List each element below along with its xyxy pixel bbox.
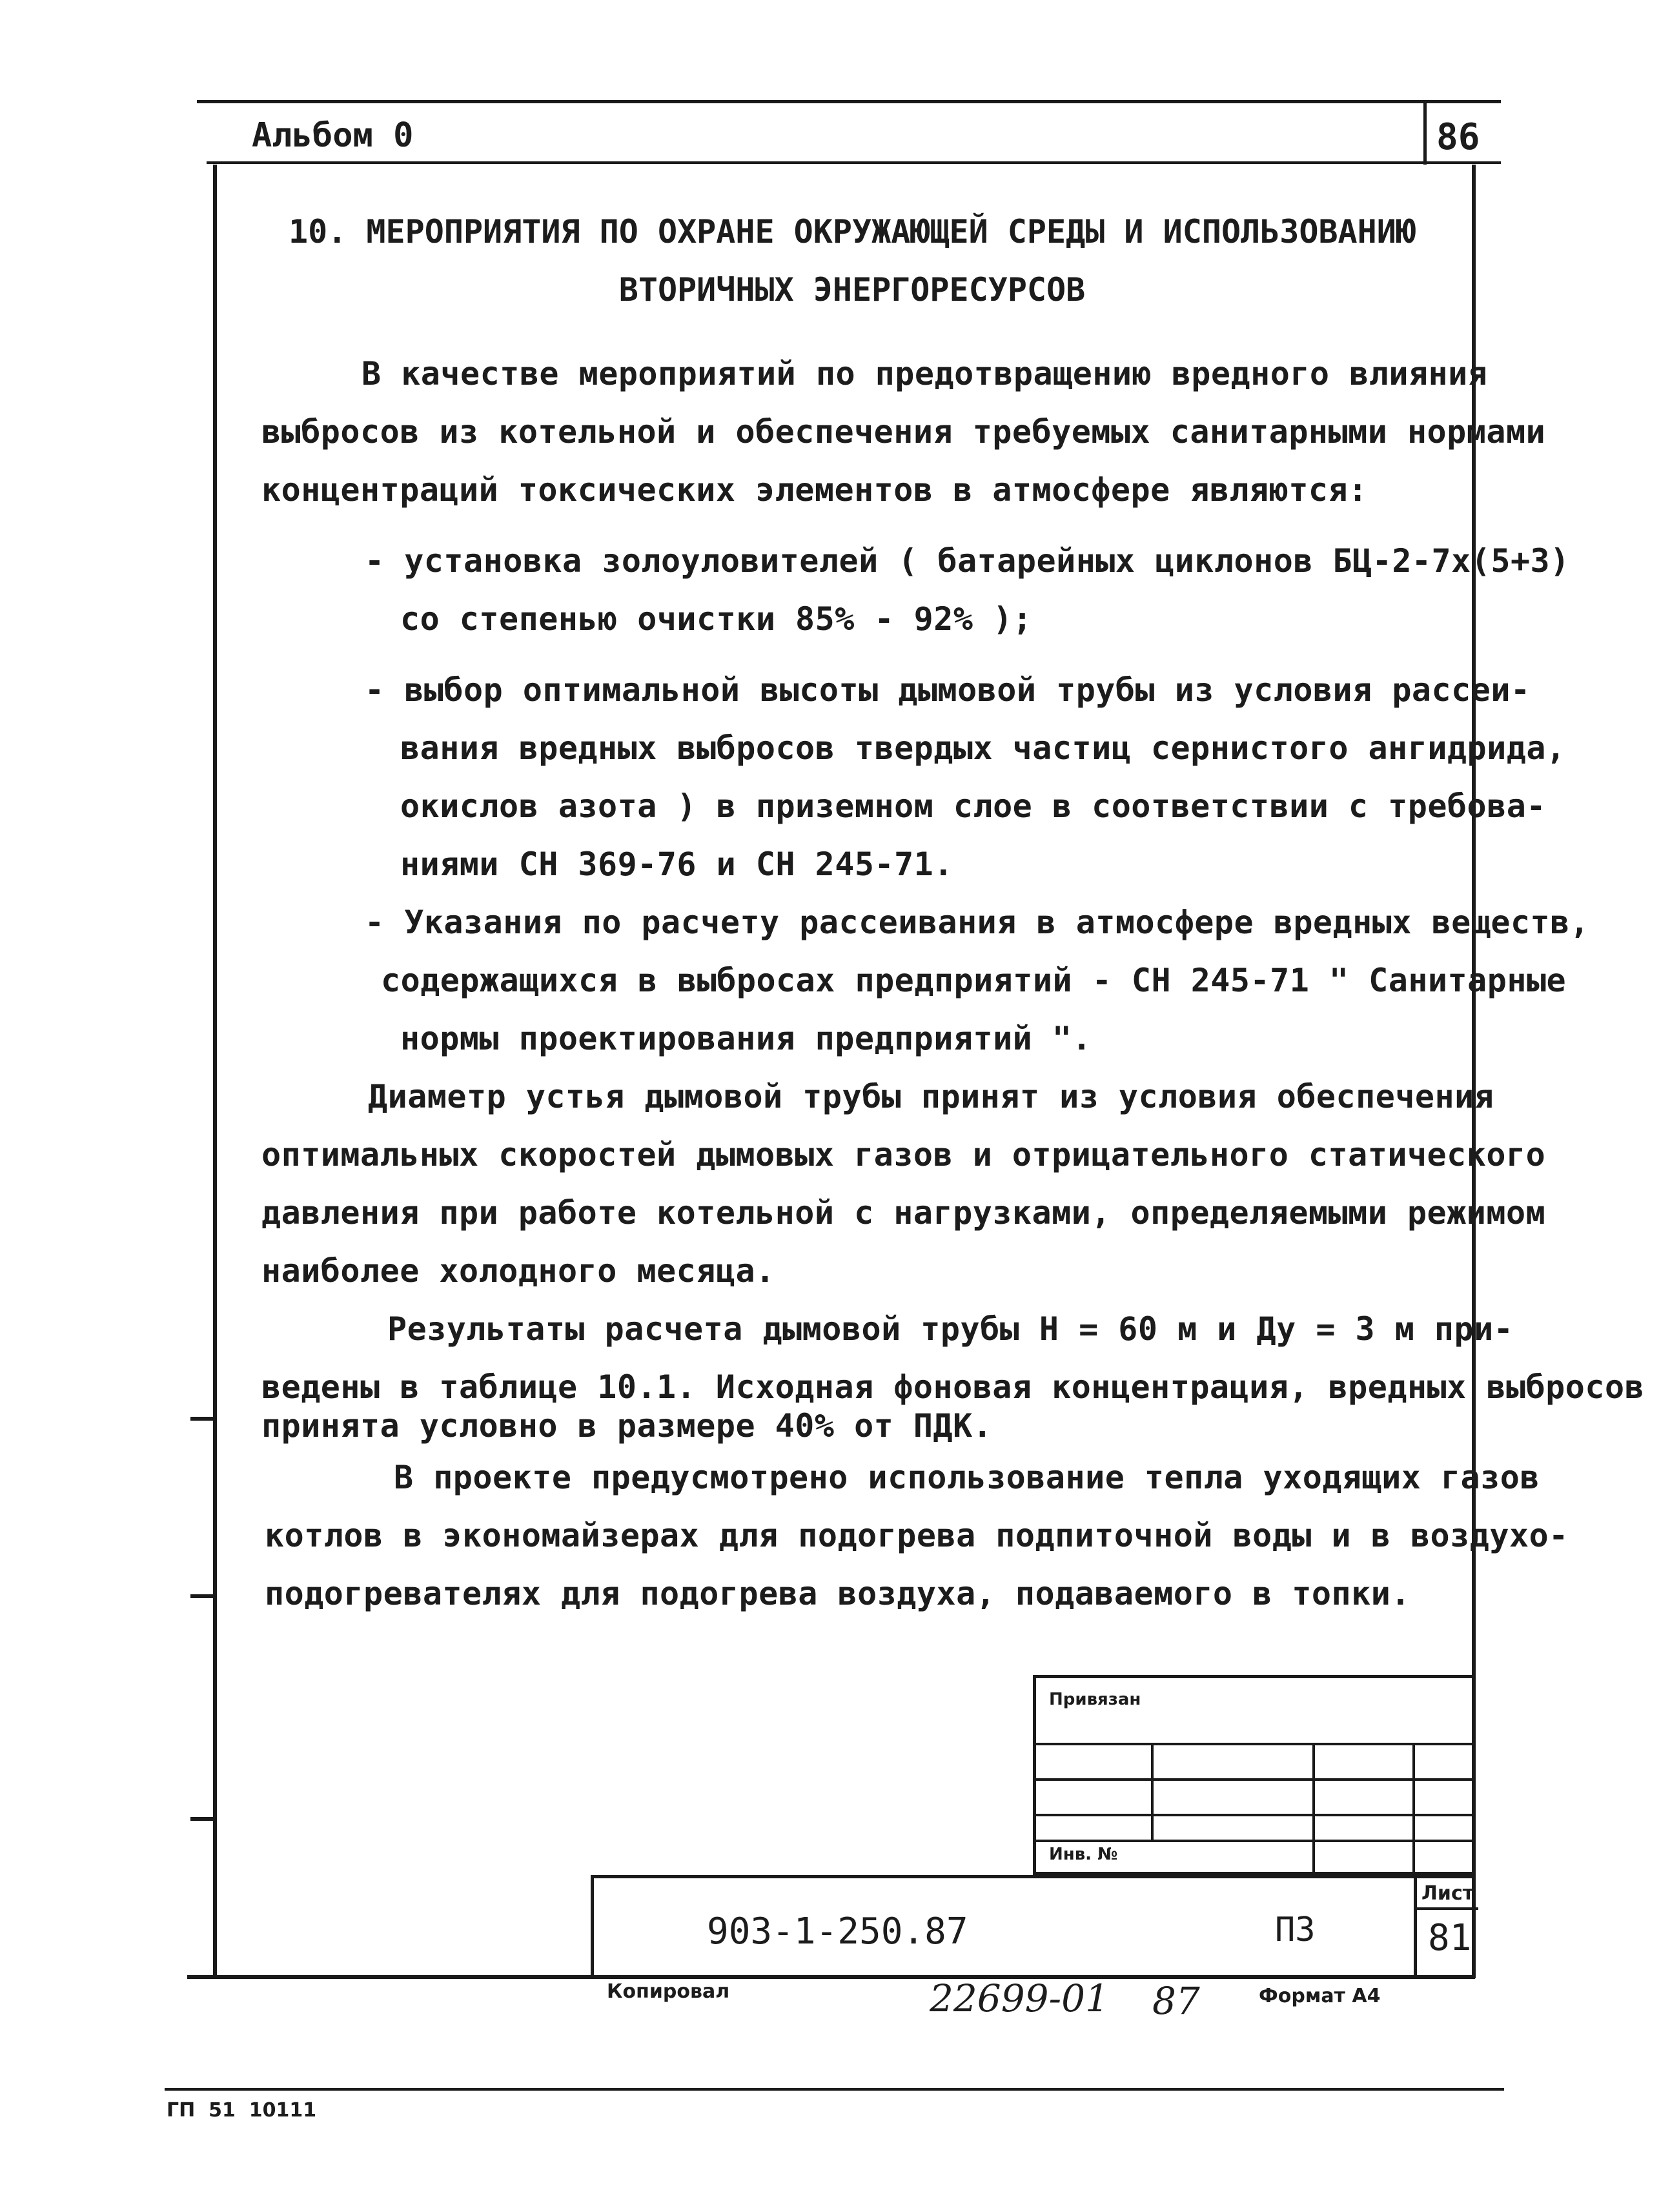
stamp-privyazan-label: Привязан — [1049, 1690, 1141, 1709]
body-line: котлов в экономайзерах для подогрева подпиточной воды и в воздухо- — [265, 1517, 1569, 1554]
document-type: ПЗ — [1275, 1911, 1316, 1949]
header-top-line — [197, 100, 1501, 103]
stamp-row-line — [1036, 1814, 1475, 1816]
body-line: Результаты расчета дымовой трубы Н = 60 м и Ду = 3 м при- — [387, 1310, 1514, 1348]
list-item-line: ниями СН 369-76 и СН 245-71. — [400, 846, 953, 883]
body-line: выбросов из котельной и обеспечения требуемых санитарными нормами — [261, 413, 1546, 451]
body-line: ведены в таблице 10.1. Исходная фоновая концентрация, вредных выбросов — [261, 1368, 1645, 1406]
body-line: принята условно в размере 40% от ПДК. — [261, 1407, 993, 1445]
footer-rule — [165, 2088, 1504, 2091]
extra-number: 87 — [1152, 1979, 1200, 2023]
attachment-stamp — [1033, 1675, 1475, 1875]
section-title-line-2: ВТОРИЧНЫХ ЭНЕРГОРЕСУРСОВ — [618, 271, 1086, 309]
header-bottom-line — [207, 161, 1430, 164]
sheet-box-divider — [1414, 1907, 1478, 1910]
stamp-col-line — [1151, 1743, 1154, 1840]
list-item-line: - Указания по расчету рассеивания в атмосфере вредных веществ, — [365, 904, 1590, 941]
stamp-row-line — [1036, 1778, 1475, 1781]
header-page-box-bottom — [1423, 161, 1501, 164]
frame-left-border — [213, 165, 217, 1978]
header-page-divider — [1423, 100, 1427, 165]
sheet-box-divider — [1414, 1878, 1417, 1978]
sheet-number: 81 — [1428, 1917, 1472, 1959]
list-item-line: окислов азота ) в приземном слое в соответствии с требова- — [400, 787, 1546, 825]
document-code-box — [591, 1875, 1475, 1978]
document-code: 903-1-250.87 — [707, 1911, 968, 1953]
stamp-col-line — [1312, 1743, 1315, 1875]
margin-tick — [190, 1817, 216, 1821]
list-item-line: со степенью очистки 85% - 92% ); — [400, 600, 1033, 638]
margin-tick — [190, 1594, 216, 1598]
body-line: наиболее холодного месяца. — [261, 1252, 775, 1290]
list-item-line: содержащихся в выбросах предприятий - СН 245-71 " Санитарные — [381, 962, 1567, 999]
sheet-label: Лист — [1421, 1882, 1474, 1905]
list-item-line: вания вредных выбросов твердых частиц сернистого ангидрида, — [400, 729, 1566, 767]
stamp-col-line — [1412, 1743, 1415, 1875]
margin-tick — [190, 1417, 216, 1421]
body-line: оптимальных скоростей дымовых газов и отрицательного статического — [261, 1136, 1546, 1173]
body-line: В проекте предусмотрено использование тепла уходящих газов — [394, 1459, 1540, 1496]
body-line: концентраций токсических элементов в атмосфере являются: — [261, 471, 1368, 509]
copied-label: Копировал — [607, 1980, 730, 2003]
body-line: В качестве мероприятий по предотвращению вредного влияния — [361, 355, 1488, 392]
body-line: подогревателях для подогрева воздуха, подаваемого в топки. — [265, 1575, 1410, 1612]
bottom-code: ГП 51 10111 — [167, 2099, 317, 2122]
order-number: 22699-01 — [930, 1976, 1109, 2020]
stamp-row-line — [1036, 1840, 1475, 1842]
list-item-line: - выбор оптимальной высоты дымовой трубы из условия рассеи- — [365, 671, 1531, 709]
page-number: 86 — [1436, 116, 1480, 158]
stamp-inventory-label: Инв. № — [1049, 1845, 1118, 1864]
format-label: Формат А4 — [1259, 1985, 1381, 2007]
stamp-row-line — [1036, 1743, 1475, 1745]
list-item-line: нормы проектирования предприятий ". — [400, 1020, 1092, 1057]
body-line: давления при работе котельной с нагрузками, определяемыми режимом — [261, 1194, 1546, 1232]
list-item-line: - установка золоуловителей ( батарейных циклонов БЦ-2-7х(5+3) — [365, 542, 1570, 580]
section-title-line-1: 10. МЕРОПРИЯТИЯ ПО ОХРАНЕ ОКРУЖАЮЩЕЙ СРЕДЫ И ИСПОЛЬЗОВАНИЮ — [289, 213, 1416, 250]
body-line: Диаметр устья дымовой трубы принят из условия обеспечения — [368, 1078, 1494, 1115]
album-label: Альбом 0 — [252, 116, 414, 155]
